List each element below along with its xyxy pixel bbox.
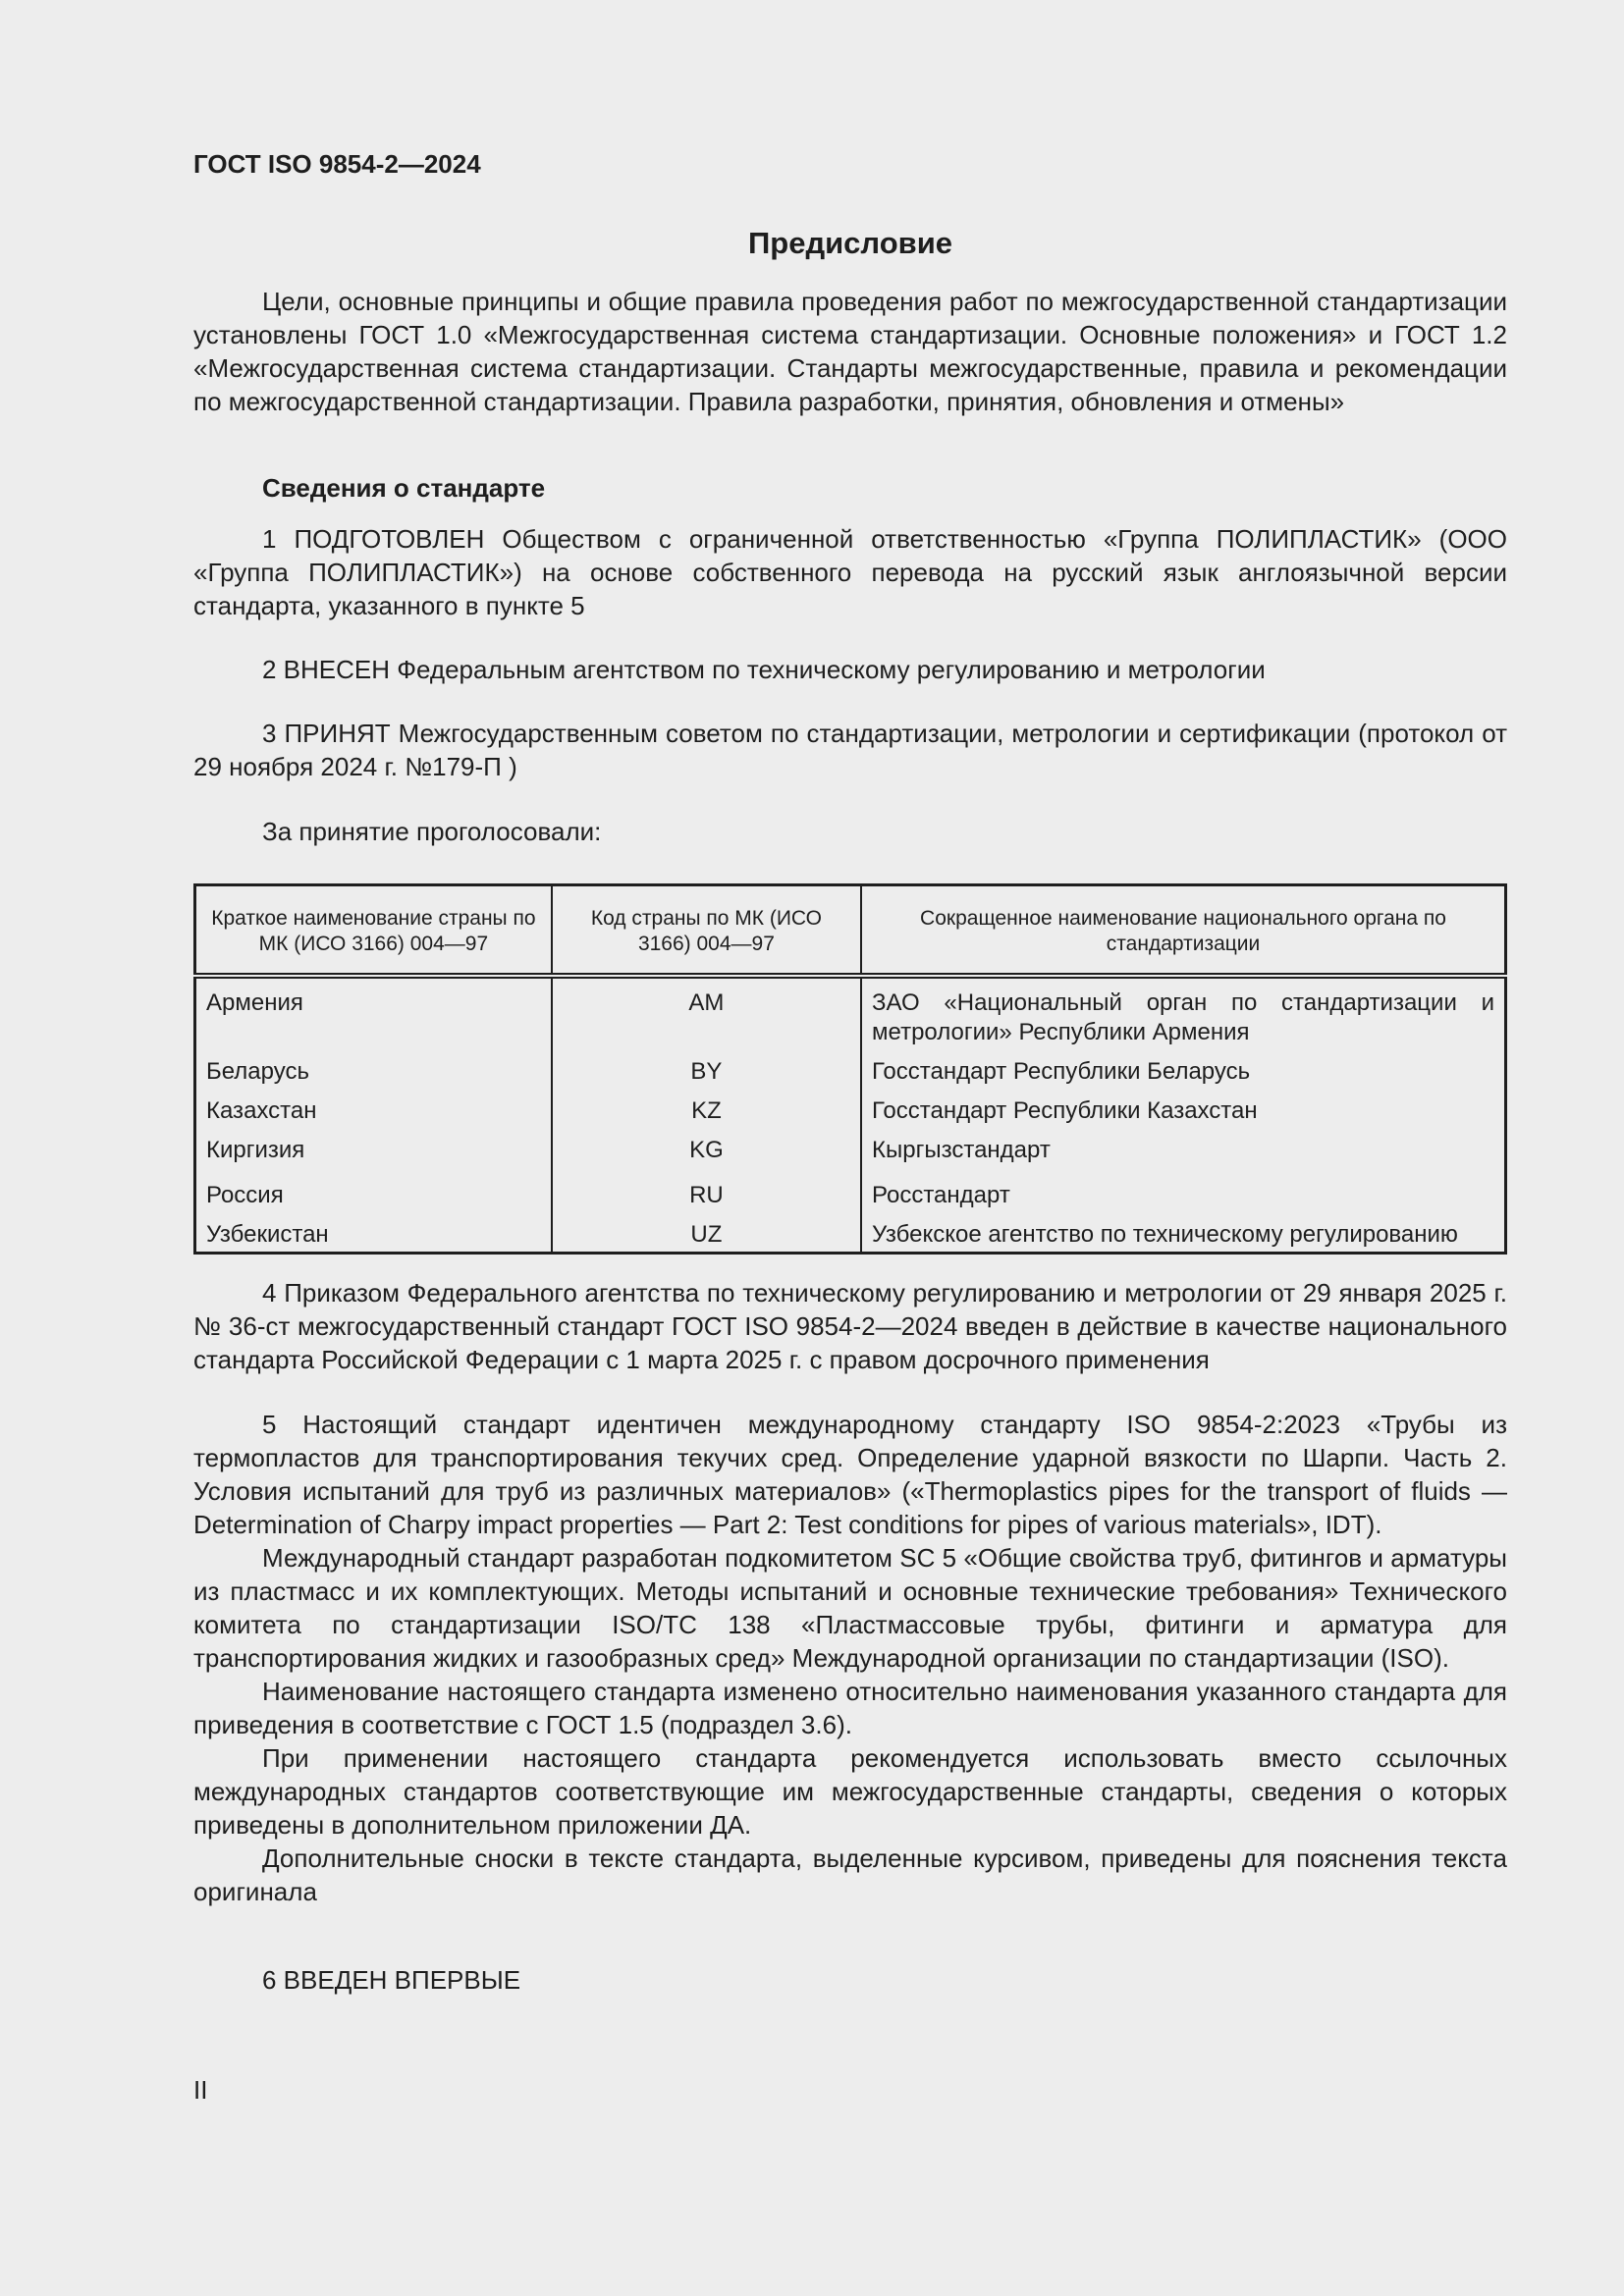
page-title: Предисловие — [747, 226, 952, 260]
cell-national-body: Госстандарт Республики Беларусь — [861, 1053, 1505, 1093]
cell-country-code: UZ — [552, 1216, 861, 1254]
item-5-block — [193, 1408, 1507, 1908]
vote-intro: За принятие проголосовали: — [262, 817, 602, 846]
section-heading: Сведения о стандарте — [262, 473, 546, 503]
document-code: ГОСТ ISO 9854-2—2024 — [193, 149, 481, 179]
cell-country-name: Узбекистан — [195, 1216, 552, 1254]
vote-table — [193, 883, 1507, 1255]
cell-country-name: Киргизия — [195, 1132, 552, 1177]
header-national-body: Сокращенное наименование национального органа по стандартизации — [861, 885, 1505, 977]
header-country-name: Краткое наименование страны по МК (ИСО 3166) 004—97 — [195, 885, 552, 977]
intro-paragraph: Цели, основные принципы и общие правила проведения работ по межгосударственной стандартизации установлены ГОСТ 1.0 «Межгосударственная система стандартизации. Основные положения» и ГОСТ 1.2 «Межгосударственная система стандартизации. Стандарты межгосударственные, правила и рекомендации по межгосударственной стандартизации. Правила разработки, принятия, обновления и отмены» — [193, 287, 1507, 416]
cell-country-name: Казахстан — [195, 1093, 552, 1132]
table-header-row — [195, 885, 1506, 977]
item-5-paragraph-1: 5 Настоящий стандарт идентичен международному стандарту ISO 9854-2:2023 «Трубы из термопластов для транспортирования текучих сред. Определение ударной вязкости по Шарпи. Часть 2. Условия испытаний для труб из различных материалов» («Thermoplastics pipes for the transport of fluids — Determination of Charpy impact properties — Part 2: Test conditions for pipes of various materials», IDT). — [193, 1410, 1507, 1539]
cell-country-name: Россия — [195, 1177, 552, 1216]
item-5-paragraph-3: Наименование настоящего стандарта изменено относительно наименования указанного стандарта для приведения в соответствие с ГОСТ 1.5 (подраздел 3.6). — [193, 1677, 1507, 1739]
cell-country-code: KZ — [552, 1093, 861, 1132]
item-5-paragraph-4: При применении настоящего стандарта рекомендуется использовать вместо ссылочных международных стандартов соответствующие им межгосударственные стандарты, сведения о которых приведены в дополнительном приложении ДА. — [193, 1743, 1507, 1840]
cell-country-code: BY — [552, 1053, 861, 1093]
item-5-paragraph-2: Международный стандарт разработан подкомитетом SC 5 «Общие свойства труб, фитингов и арматуры из пластмасс и их комплектующих. Методы испытаний и основные технические требования» Технического комитета по стандартизации ISO/TC 138 «Пластмассовые трубы, фитинги и арматура для транспортирования жидких и газообразных сред» Международной организации по стандартизации (ISO). — [193, 1543, 1507, 1673]
cell-country-name: Беларусь — [195, 1053, 552, 1093]
cell-country-code: KG — [552, 1132, 861, 1177]
cell-national-body: Узбекское агентство по техническому регулированию — [861, 1216, 1505, 1254]
table-row — [195, 1053, 1506, 1093]
item-5-paragraph-5: Дополнительные сноски в тексте стандарта, выделенные курсивом, приведены для пояснения текста оригинала — [193, 1843, 1507, 1906]
item-6-paragraph: 6 ВВЕДЕН ВПЕРВЫЕ — [262, 1965, 521, 1995]
item-4-paragraph: 4 Приказом Федерального агентства по техническому регулированию и метрологии от 29 января 2025 г. № 36-ст межгосударственный стандарт ГОСТ ISO 9854-2—2024 введен в действие в качестве национального стандарта Российской Федерации с 1 марта 2025 г. с правом досрочного применения — [193, 1278, 1507, 1374]
item-1-paragraph: 1 ПОДГОТОВЛЕН Обществом с ограниченной ответственностью «Группа ПОЛИПЛАСТИК» (ООО «Группа ПОЛИПЛАСТИК») на основе собственного перевода на русский язык англоязычной версии стандарта, указанного в пункте 5 — [193, 524, 1507, 620]
cell-national-body: ЗАО «Национальный орган по стандартизации и метрологии» Республики Армения — [861, 976, 1505, 1053]
vote-table-container — [193, 883, 1507, 1255]
table-row — [195, 976, 1506, 1053]
cell-country-code: RU — [552, 1177, 861, 1216]
cell-country-name: Армения — [195, 976, 552, 1053]
page-number: II — [193, 2075, 208, 2105]
cell-country-code: AM — [552, 976, 861, 1053]
table-row — [195, 1132, 1506, 1177]
item-3-paragraph: 3 ПРИНЯТ Межгосударственным советом по стандартизации, метрологии и сертификации (протокол от 29 ноября 2024 г. №179-П ) — [193, 719, 1507, 781]
table-row — [195, 1177, 1506, 1216]
table-row — [195, 1216, 1506, 1254]
header-country-code: Код страны по МК (ИСО 3166) 004—97 — [552, 885, 861, 977]
item-2-paragraph: 2 ВНЕСЕН Федеральным агентством по техническому регулированию и метрологии — [262, 655, 1266, 684]
table-row — [195, 1093, 1506, 1132]
cell-national-body: Кыргызстандарт — [861, 1132, 1505, 1177]
cell-national-body: Госстандарт Республики Казахстан — [861, 1093, 1505, 1132]
cell-national-body: Росстандарт — [861, 1177, 1505, 1216]
